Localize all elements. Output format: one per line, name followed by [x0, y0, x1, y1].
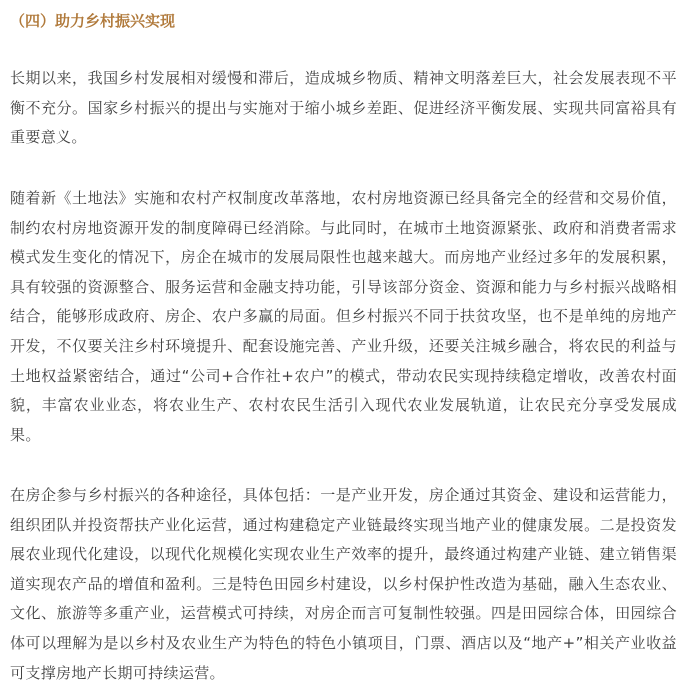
section-heading: （四）助力乡村振兴实现 — [10, 12, 176, 30]
paragraph-real-estate-rural-revitalization: 随着新《土地法》实施和农村产权制度改革落地，农村房地资源已经具备完全的经营和交易价值，制约农村房地资源开发的制度障碍已经消除。与此同时，在城市土地资源紧张、政府和消费者需求模式发生变化的情况下，房企在城市的发展局限性也越来越大。而房地产业经过多年的发展积累，具有较强的资源整合、服务运营和金融支持功能，引导该部分资金、资源和能力与乡村振兴战略相结合，能够形成政府、房企、农户多赢的局面。但乡村振兴不同于扶贫攻坚，也不是单纯的房地产开发，不仅要关注乡村环境提升、配套设施完善、产业升级，还要关注城乡融合，将农民的利益与土地权益紧密结合，通过“公司+合作社+农户”的模式，带动农民实现持续稳定增收，改善农村面貌，丰富农业业态，将农业生产、农村农民生活引入现代农业发展轨道，让农民充分享受发展成果。 — [10, 189, 677, 444]
paragraph-participation-approaches: 在房企参与乡村振兴的各种途径，具体包括：一是产业开发，房企通过其资金、建设和运营能力，组织团队并投资帮扶产业化运营，通过构建稳定产业链最终实现当地产业的健康发展。二是投资发展农业现代化建设，以现代化规模化实现农业生产效率的提升，最终通过构建产业链、建立销售渠道实现农产品的增值和盈利。三是特色田园乡村建设，以乡村保护性改造为基础，融入生态农业、文化、旅游等多重产业，运营模式可持续，对房企而言可复制性较强。四是田园综合体，田园综合体可以理解为是以乡村及农业生产为特色的特色小镇项目，门票、酒店以及“地产+”相关产业收益可支撑房地产长期可持续运营。 — [10, 486, 677, 682]
paragraph-rural-development-background: 长期以来，我国乡村发展相对缓慢和滞后，造成城乡物质、精神文明落差巨大，社会发展表现不平衡不充分。国家乡村振兴的提出与实施对于缩小城乡差距、促进经济平衡发展、实现共同富裕具有重要意义。 — [10, 69, 677, 147]
